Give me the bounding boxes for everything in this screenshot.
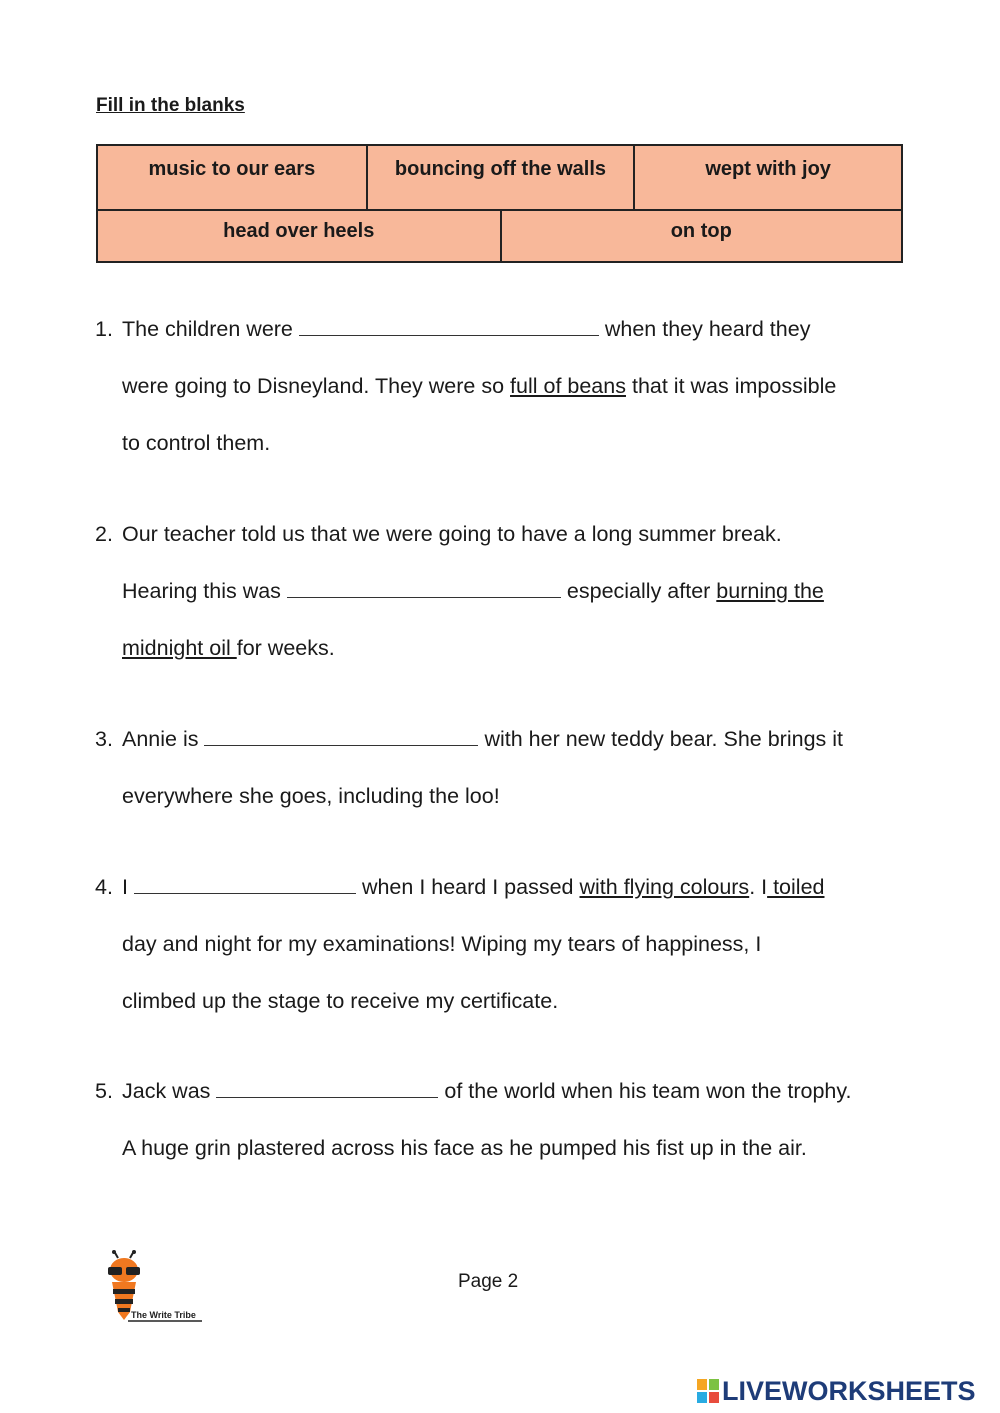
write-tribe-logo bbox=[100, 1250, 205, 1325]
idiom-underlined: with flying colours bbox=[579, 875, 750, 899]
answer-blank[interactable] bbox=[134, 873, 356, 894]
word-bank-cell: music to our ears bbox=[148, 158, 316, 180]
word-bank-cell: head over heels bbox=[223, 220, 375, 242]
answer-blank[interactable] bbox=[204, 725, 478, 746]
question-4: 4. I when I heard I passed with flying colours. I toiled day and night for my examinations! Wiping my tears of happiness, I climbed up the stage to receive my certificate. bbox=[95, 872, 915, 1043]
idiom-underlined: full of beans bbox=[510, 374, 626, 398]
answer-blank[interactable] bbox=[216, 1077, 438, 1098]
idiom-underlined: midnight oil bbox=[122, 636, 237, 660]
liveworksheets-logo-icon bbox=[697, 1379, 719, 1403]
question-number: 3. bbox=[95, 727, 113, 751]
logo-caption: The Write Tribe bbox=[131, 1310, 196, 1320]
question-1: 1. The children were when they heard they were going to Disneyland. They were so full of beans that it was impossible to control them. bbox=[95, 314, 915, 485]
word-bank-row bbox=[98, 209, 901, 263]
word-bank-cell: wept with joy bbox=[633, 146, 901, 209]
answer-blank[interactable] bbox=[299, 315, 599, 336]
idiom-underlined: burning the bbox=[716, 579, 824, 603]
question-number: 4. bbox=[95, 875, 113, 899]
word-bank-table bbox=[96, 144, 903, 263]
page-number: Page 2 bbox=[458, 1271, 519, 1292]
liveworksheets-watermark: LIVEWORKSHEETS bbox=[697, 1375, 976, 1407]
worksheet-title: Fill in the blanks bbox=[96, 95, 245, 116]
question-number: 5. bbox=[95, 1079, 113, 1103]
question-3: 3. Annie is with her new teddy bear. She brings it everywhere she goes, including the loo! bbox=[95, 724, 915, 838]
word-bank-row bbox=[98, 146, 901, 211]
idiom-underlined: toiled bbox=[767, 875, 825, 899]
bee-icon bbox=[100, 1250, 205, 1325]
question-2: 2. Our teacher told us that we were going to have a long summer break. Hearing this was especially after burning the midnight oil for weeks. bbox=[95, 519, 915, 690]
question-5: 5. Jack was of the world when his team won the trophy. A huge grin plastered across his face as he pumped his fist up in the air. bbox=[95, 1076, 915, 1190]
word-bank-cell: on top bbox=[500, 209, 902, 263]
question-number: 1. bbox=[95, 317, 113, 341]
question-number: 2. bbox=[95, 522, 113, 546]
word-bank-cell: bouncing off the walls bbox=[366, 146, 634, 209]
answer-blank[interactable] bbox=[287, 577, 561, 598]
